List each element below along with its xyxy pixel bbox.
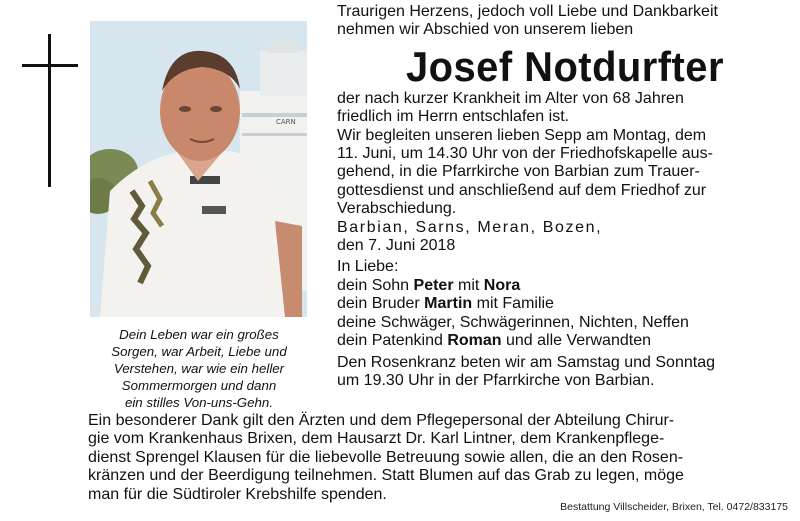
thanks-line: kränzen und der Beerdigung teilnehmen. Statt Blumen auf das Grab zu legen, möge <box>88 467 684 485</box>
thanks-line: dienst Sprengel Klausen für die liebevolle Betreuung sowie allen, die an den Rosen- <box>88 448 684 466</box>
text-line: der nach kurzer Krankheit im Alter von 68 Jahren <box>337 89 684 107</box>
cross-horizontal-bar <box>22 64 78 67</box>
brother-prefix: dein Bruder <box>337 295 425 313</box>
son-prefix: dein Sohn <box>337 276 414 294</box>
photo-ship-text: CARN <box>276 118 296 126</box>
text-line: gehend, in die Pfarrkirche von Barbian zum Trauer- <box>337 163 700 181</box>
son-mid: mit <box>453 276 484 294</box>
text-line: gottesdienst und anschließend auf dem Friedhof zur <box>337 181 707 199</box>
date-line: den 7. Juni 2018 <box>337 237 456 255</box>
brother-name: Martin <box>424 295 473 313</box>
poem-line: Verstehen, war wie ein heller <box>113 361 285 376</box>
text-line: Verabschiedung. <box>337 200 457 218</box>
brother-suffix: mit Familie <box>472 295 554 313</box>
text-line: 11. Juni, um 14.30 Uhr von der Friedhofskapelle aus- <box>337 145 713 163</box>
family-godchild <box>337 332 793 350</box>
family-son <box>337 277 793 295</box>
thanks-line: man für die Südtiroler Krebshilfe spenden. <box>88 485 387 503</box>
thanks-line: Ein besonderer Dank gilt den Ärzten und dem Pflegepersonal der Abteilung Chirur- <box>88 412 675 429</box>
thanks-block <box>88 412 788 504</box>
godchild-prefix: dein Patenkind <box>337 332 448 350</box>
family-brother <box>337 295 793 313</box>
deceased-name: Josef Notdurfter <box>406 42 724 90</box>
poem-line: Dein Leben war ein großes <box>119 327 279 342</box>
in-liebe-heading: In Liebe: <box>337 258 399 276</box>
poem-line: Sommermorgen und dann <box>121 378 277 393</box>
rosary-line: Den Rosenkranz beten wir am Samstag und Sonntag <box>337 353 715 371</box>
funeral-home-credit: Bestattung Villscheider, Brixen, Tel. 0472/833175 <box>560 501 788 513</box>
son-name: Peter <box>413 276 454 294</box>
thanks-line: gie vom Krankenhaus Brixen, dem Hausarzt Dr. Karl Lintner, dem Krankenpflege- <box>88 430 665 448</box>
intro-line: nehmen wir Abschied von unserem lieben <box>337 21 634 39</box>
family-inlaws: deine Schwäger, Schwägerinnen, Nichten, Neffen <box>337 313 689 331</box>
text-line: Wir begleiten unseren lieben Sepp am Montag, dem <box>337 126 707 144</box>
cross-vertical-bar <box>48 34 51 187</box>
portrait-illustration <box>90 21 307 317</box>
intro-line: Traurigen Herzens, jedoch voll Liebe und Dankbarkeit <box>337 3 718 20</box>
godchild-name: Roman <box>447 332 502 350</box>
son-partner-name: Nora <box>483 276 521 294</box>
main-text-block <box>337 3 793 390</box>
rosary-line: um 19.30 Uhr in der Pfarrkirche von Barbian. <box>337 371 655 389</box>
memorial-poem <box>80 326 318 411</box>
poem-line: ein stilles Von-uns-Gehn. <box>124 395 274 410</box>
poem-line: Sorgen, war Arbeit, Liebe und <box>111 344 287 359</box>
place-line: Barbian, Sarns, Meran, Bozen, <box>337 218 603 236</box>
text-line: friedlich im Herrn entschlafen ist. <box>337 108 570 126</box>
godchild-suffix: und alle Verwandten <box>501 332 651 350</box>
portrait-photo <box>90 21 307 317</box>
